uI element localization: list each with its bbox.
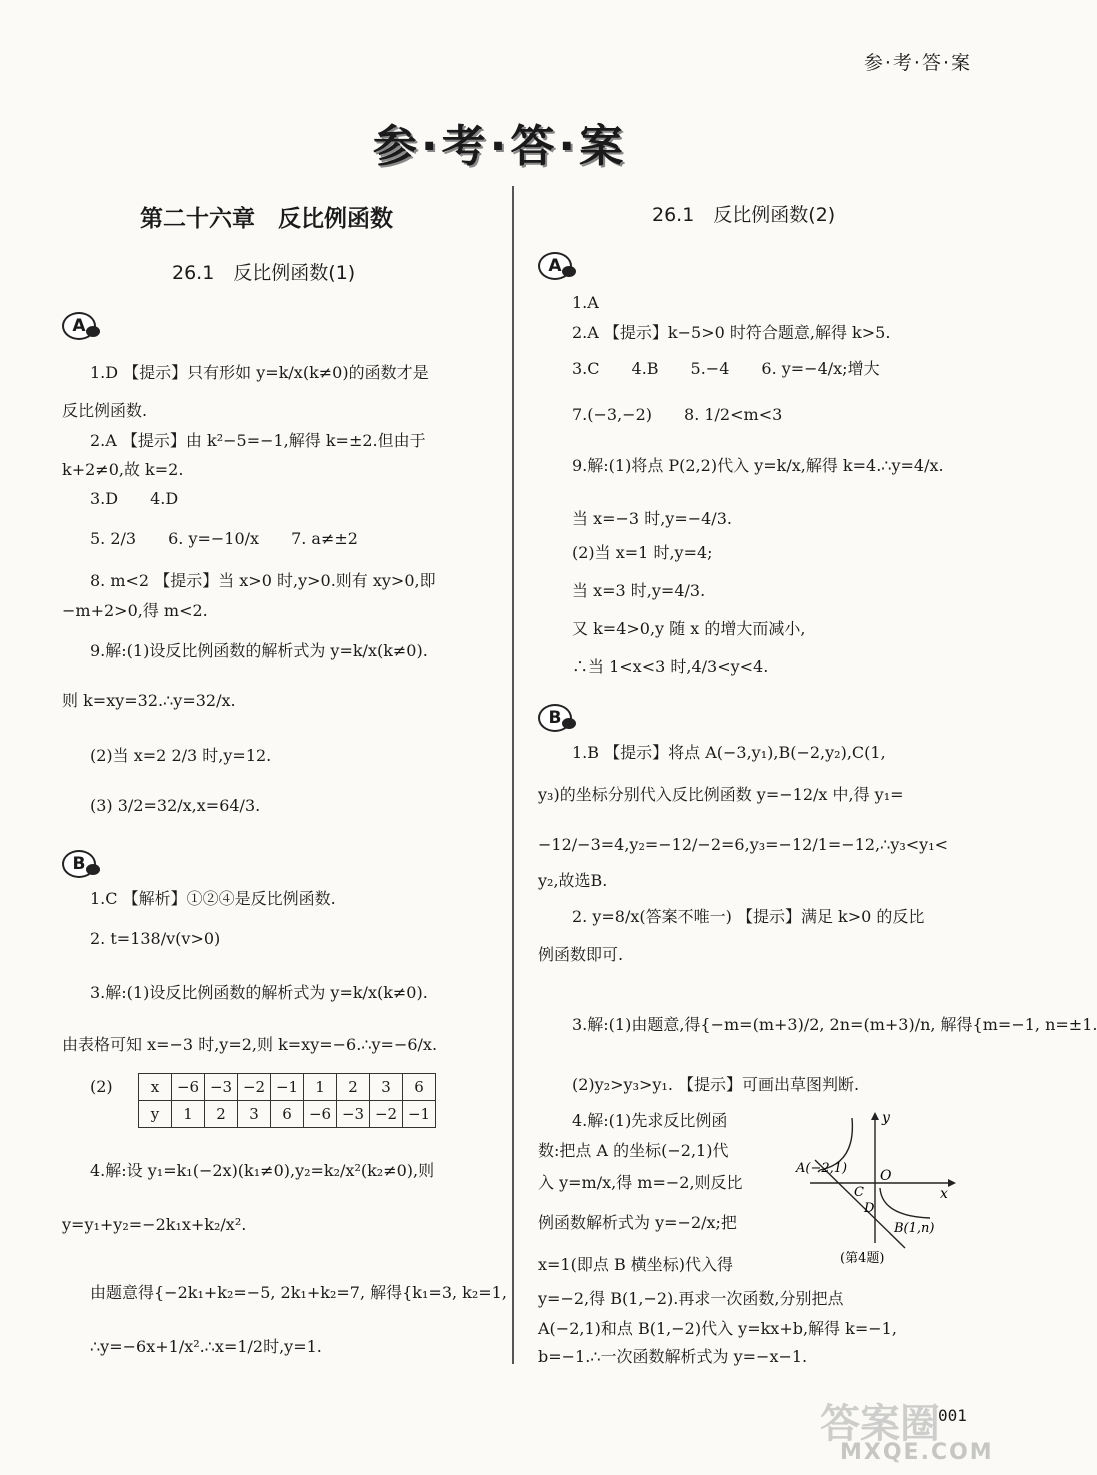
left-a-line-3: 2.A 【提示】由 k²−5=−1,解得 k=±2.但由于 <box>90 431 426 450</box>
left-a-line-11: (2)当 x=2 2/3 时,y=12. <box>90 746 272 765</box>
page-title: 参·考·答·案 <box>372 121 628 172</box>
running-header: 参·考·答·案 <box>863 52 972 74</box>
label-origin: O <box>880 1168 892 1184</box>
right-a-line-5: 9.解:(1)将点 P(2,2)代入 y=k/x,解得 k=4.∴y=4/x. <box>572 456 944 475</box>
left-b-line-1: 1.C 【解析】①②④是反比例函数. <box>90 889 336 908</box>
right-a-line-3: 3.C 4.B 5.−4 6. y=−4/x;增大 <box>572 359 880 378</box>
badge-b-letter: B <box>62 850 96 878</box>
table-cell: −6 <box>172 1074 205 1101</box>
table-row-x <box>139 1074 436 1101</box>
table-cell: 2 <box>337 1074 370 1101</box>
table-cell: x <box>139 1074 172 1101</box>
left-a-line-5: 3.D 4.D <box>90 489 179 508</box>
section-heading-right: 26.1 反比例函数(2) <box>652 204 836 226</box>
value-table <box>138 1073 436 1128</box>
badge-dot <box>562 718 576 729</box>
table-label: (2) <box>90 1077 113 1096</box>
table-cell: 6 <box>271 1101 304 1128</box>
table-cell: 6 <box>403 1074 436 1101</box>
badge-dot <box>86 326 100 337</box>
figure-caption: (第4题) <box>840 1251 885 1266</box>
section-heading-left: 26.1 反比例函数(1) <box>172 262 356 284</box>
right-a-line-1: 1.A <box>572 293 599 312</box>
figure-problem-4 <box>790 1108 965 1268</box>
watermark-url: MXQE.COM <box>840 1440 994 1465</box>
right-b-line-2: y₃)的坐标分别代入反比例函数 y=−12/x 中,得 y₁= <box>538 785 904 804</box>
right-a-line-9: 又 k=4>0,y 随 x 的增大而减小, <box>572 619 806 638</box>
right-b-line-10: 数:把点 A 的坐标(−2,1)代 <box>538 1141 729 1160</box>
left-b2-line-2: y=y₁+y₂=−2k₁x+k₂/x². <box>62 1215 247 1234</box>
left-a-line-7: 8. m<2 【提示】当 x>0 时,y>0.则有 xy>0,即 <box>90 571 436 590</box>
badge-dot <box>86 864 100 875</box>
column-divider <box>512 186 514 1364</box>
right-b-line-1: 1.B 【提示】将点 A(−3,y₁),B(−2,y₂),C(1, <box>572 743 886 762</box>
table-cell: 3 <box>238 1101 271 1128</box>
badge-b-letter: B <box>538 704 572 732</box>
badge-a-letter: A <box>538 252 572 280</box>
right-b-line-8: (2)y₂>y₃>y₁. 【提示】可画出草图判断. <box>572 1075 860 1094</box>
left-b2-line-4: ∴y=−6x+1/x².∴x=1/2时,y=1. <box>90 1337 322 1356</box>
left-a-line-10: 则 k=xy=32.∴y=32/x. <box>62 691 236 710</box>
label-point-d: D <box>864 1201 875 1216</box>
left-b-line-2: 2. t=138/v(v>0) <box>90 929 221 948</box>
left-b2-line-3: 由题意得{−2k₁+k₂=−5, 2k₁+k₂=7, 解得{k₁=3, k₂=1, <box>90 1283 507 1302</box>
table-cell: −2 <box>370 1101 403 1128</box>
right-b-line-16: b=−1.∴一次函数解析式为 y=−x−1. <box>538 1347 808 1366</box>
table-cell: y <box>139 1101 172 1128</box>
badge-b-left <box>62 848 102 878</box>
right-a-line-7: (2)当 x=1 时,y=4; <box>572 543 713 562</box>
left-b-line-3: 3.解:(1)设反比例函数的解析式为 y=k/x(k≠0). <box>90 983 428 1002</box>
label-x: x <box>940 1186 948 1202</box>
left-a-line-8: −m+2>0,得 m<2. <box>62 601 208 620</box>
right-b-line-11: 入 y=m/x,得 m=−2,则反比 <box>538 1173 743 1192</box>
right-a-line-2: 2.A 【提示】k−5>0 时符合题意,解得 k>5. <box>572 323 891 342</box>
table-cell: −3 <box>205 1074 238 1101</box>
left-a-line-1: 1.D 【提示】只有形如 y=k/x(k≠0)的函数才是 <box>90 363 429 382</box>
right-b-line-3: −12/−3=4,y₂=−12/−2=6,y₃=−12/1=−12,∴y₃<y₁< <box>538 835 949 854</box>
table-cell: −6 <box>304 1101 337 1128</box>
left-a-line-6: 5. 2/3 6. y=−10/x 7. a≠±2 <box>90 529 358 548</box>
page-number: 001 <box>938 1406 967 1425</box>
badge-a-letter: A <box>62 312 96 340</box>
left-a-line-12: (3) 3/2=32/x,x=64/3. <box>90 796 261 815</box>
left-b-line-4: 由表格可知 x=−3 时,y=2,则 k=xy=−6.∴y=−6/x. <box>62 1035 438 1054</box>
badge-a-right <box>538 250 578 280</box>
right-b-line-15: A(−2,1)和点 B(1,−2)代入 y=kx+b,解得 k=−1, <box>538 1319 897 1338</box>
label-y: y <box>882 1110 890 1126</box>
table-cell: −3 <box>337 1101 370 1128</box>
table-cell: 3 <box>370 1074 403 1101</box>
right-b-line-5: 2. y=8/x(答案不唯一) 【提示】满足 k>0 的反比 <box>572 907 925 926</box>
table-cell: 2 <box>205 1101 238 1128</box>
right-b-line-6: 例函数即可. <box>538 945 624 964</box>
right-b-line-9: 4.解:(1)先求反比例函 <box>572 1111 728 1130</box>
left-a-line-2: 反比例函数. <box>62 401 148 420</box>
left-a-line-4: k+2≠0,故 k=2. <box>62 460 184 479</box>
right-b-line-12: 例函数解析式为 y=−2/x;把 <box>538 1213 737 1232</box>
left-a-line-9: 9.解:(1)设反比例函数的解析式为 y=k/x(k≠0). <box>90 641 428 660</box>
right-b-line-14: y=−2,得 B(1,−2).再求一次函数,分别把点 <box>538 1289 844 1308</box>
badge-a-left <box>62 310 102 340</box>
table-cell: −2 <box>238 1074 271 1101</box>
table-row-y <box>139 1101 436 1128</box>
label-point-b: B(1,n) <box>894 1221 935 1236</box>
right-a-line-10: ∴当 1<x<3 时,4/3<y<4. <box>572 657 769 676</box>
x-axis-arrow <box>948 1179 956 1187</box>
right-a-line-6: 当 x=−3 时,y=−4/3. <box>572 509 732 528</box>
table-cell: −1 <box>403 1101 436 1128</box>
y-axis-arrow <box>871 1112 879 1120</box>
right-a-line-4: 7.(−3,−2) 8. 1/2<m<3 <box>572 405 783 424</box>
badge-b-right <box>538 702 578 732</box>
right-b-line-13: x=1(即点 B 横坐标)代入得 <box>538 1255 734 1274</box>
chapter-heading: 第二十六章 反比例函数 <box>140 206 393 232</box>
label-point-a: A(−2,1) <box>796 1161 848 1176</box>
right-b-line-7: 3.解:(1)由题意,得{−m=(m+3)/2, 2n=(m+3)/n, 解得{m=−1, n=±1. <box>572 1015 1097 1034</box>
badge-dot <box>562 266 576 277</box>
table-cell: −1 <box>271 1074 304 1101</box>
table-cell: 1 <box>304 1074 337 1101</box>
left-b2-line-1: 4.解:设 y₁=k₁(−2x)(k₁≠0),y₂=k₂/x²(k₂≠0),则 <box>90 1161 435 1180</box>
watermark-logo: 答案圈 <box>820 1401 940 1447</box>
right-a-line-8: 当 x=3 时,y=4/3. <box>572 581 706 600</box>
table-cell: 1 <box>172 1101 205 1128</box>
hyperbola-branch-lower <box>880 1188 930 1218</box>
label-point-c: C <box>854 1185 864 1200</box>
right-b-line-4: y₂,故选B. <box>538 871 608 890</box>
